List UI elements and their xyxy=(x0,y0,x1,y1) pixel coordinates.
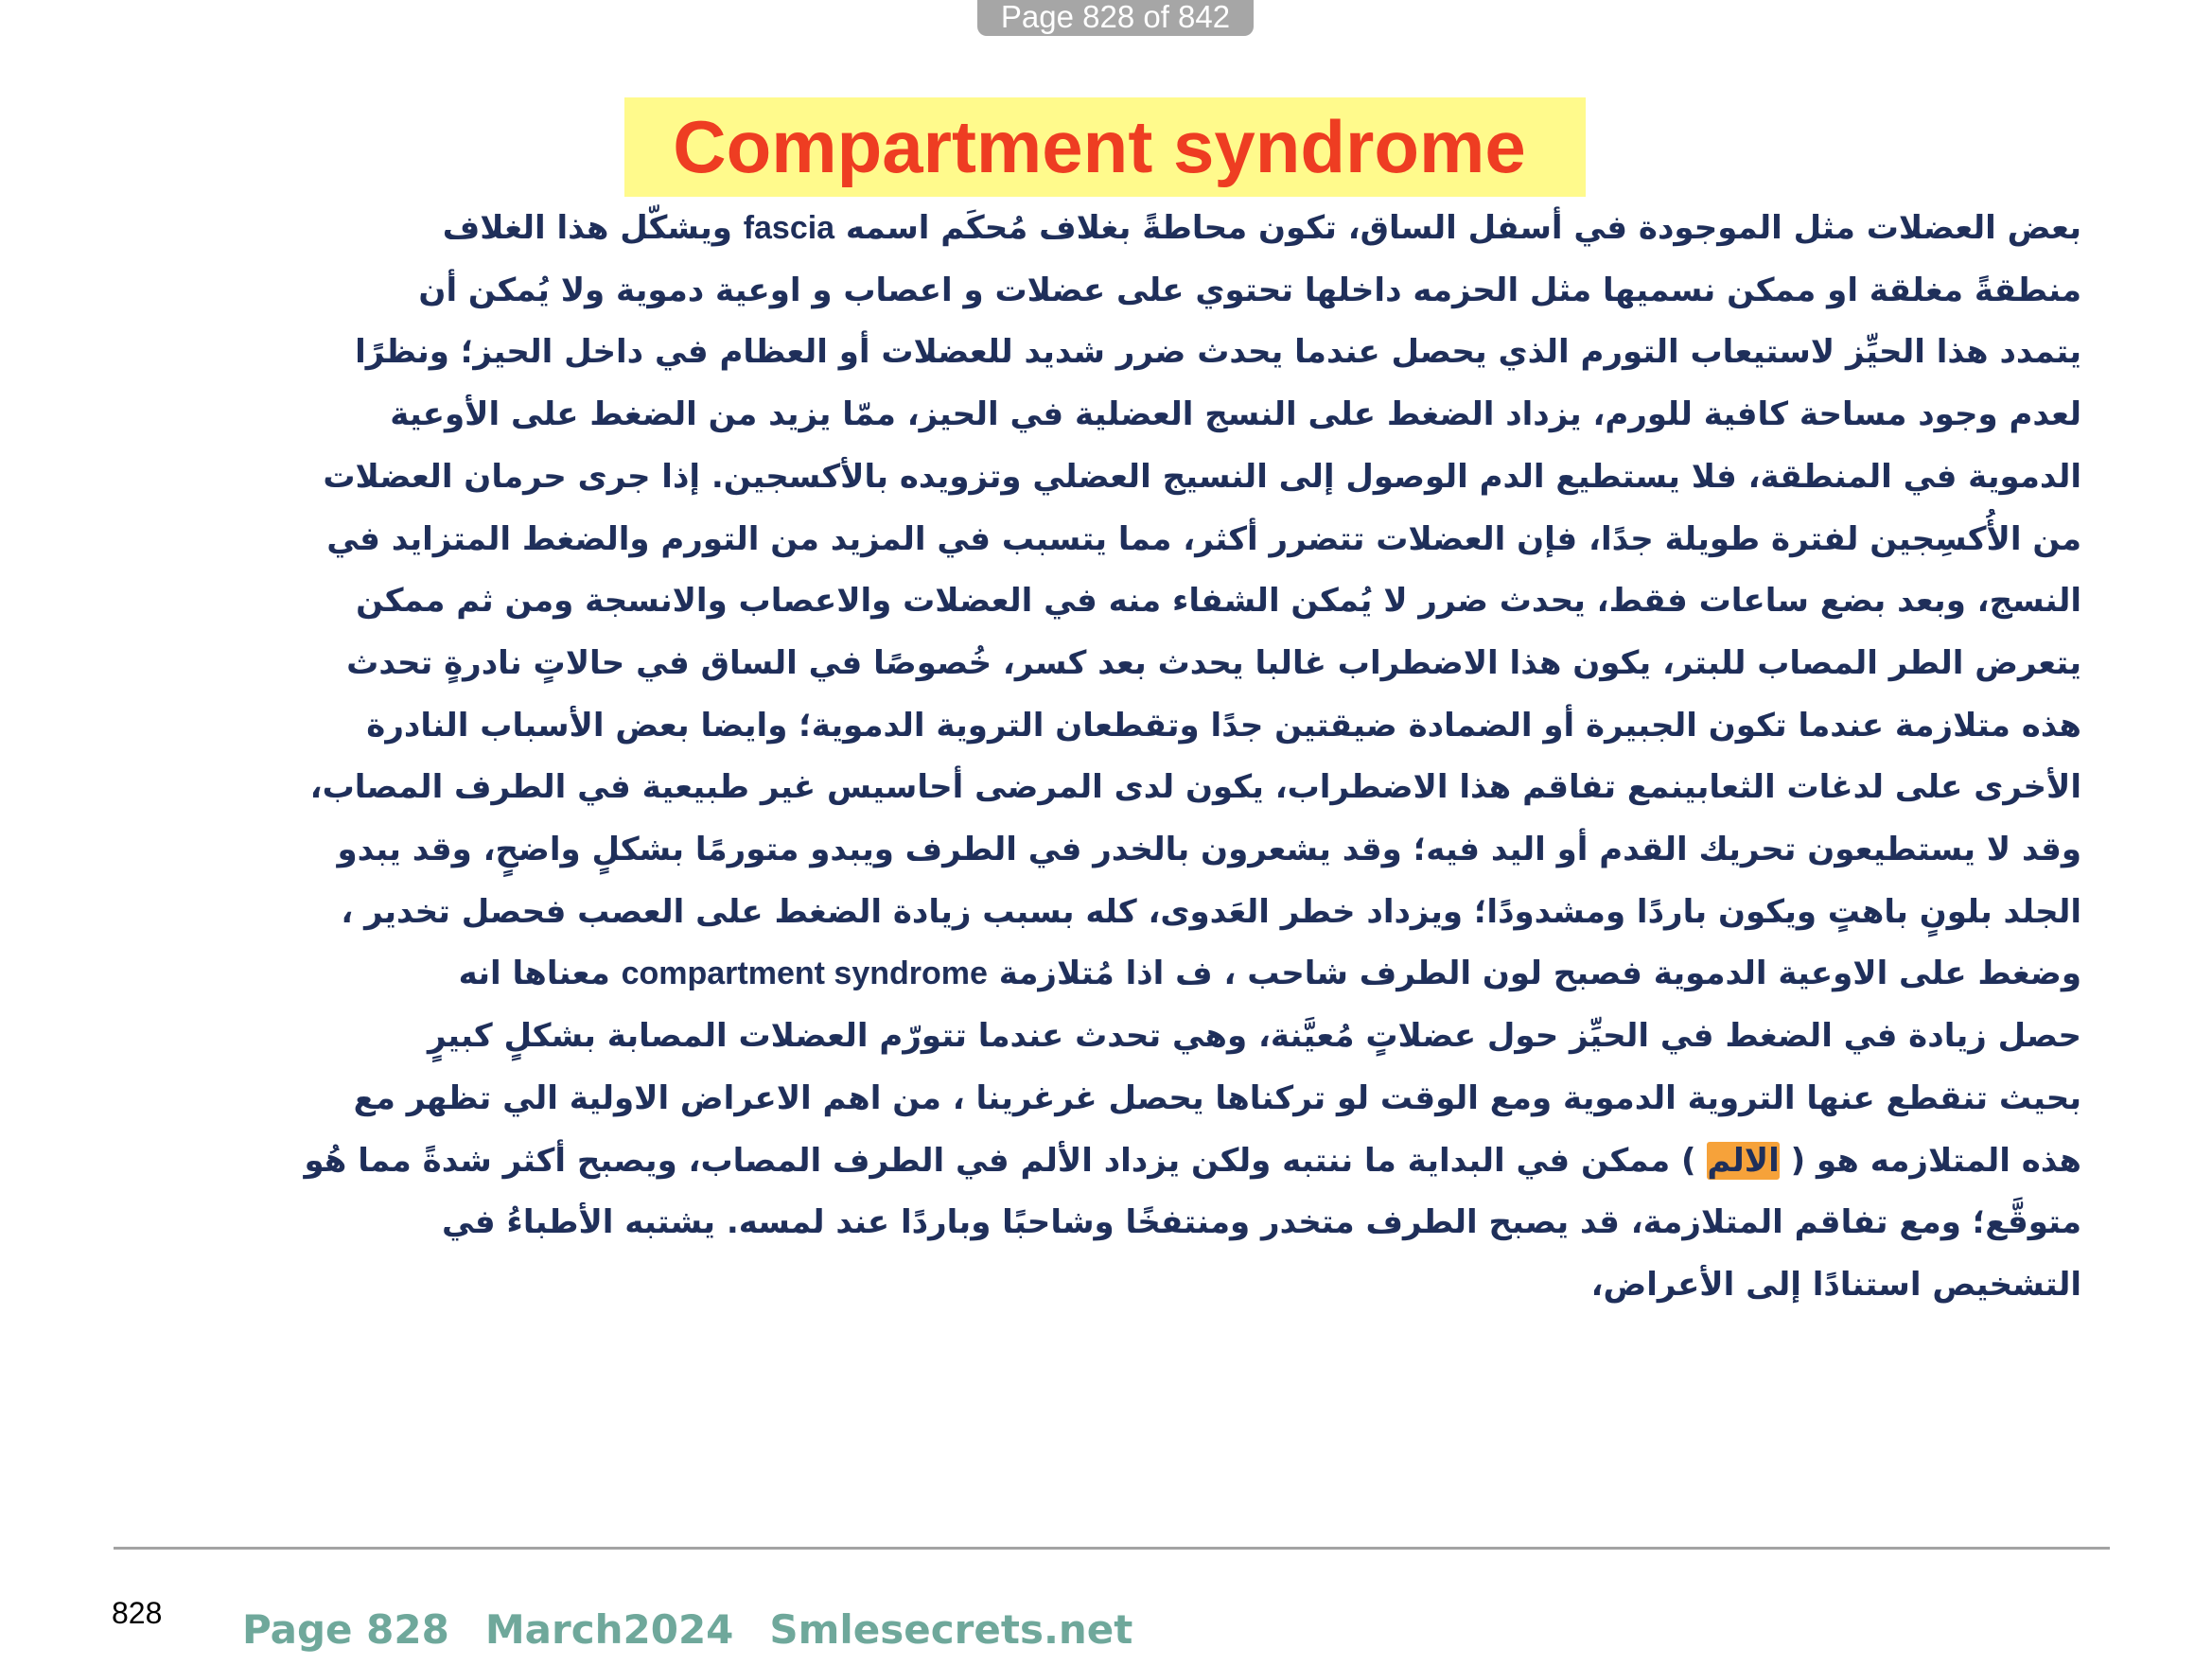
latin-term: compartment syndrome xyxy=(621,955,988,992)
page-number: 828 xyxy=(112,1596,163,1630)
text-line xyxy=(104,570,2081,633)
text-line xyxy=(104,1006,2081,1068)
text-segment: الأخرى على لدغات الثعابينمع تفاقم هذا الاضطراب، يكون لدى المرضى أحاسيس غير طبيعية في الطرف المصاب، xyxy=(309,768,2081,807)
text-segment: هذه المتلازمه هو ( xyxy=(1779,1141,2081,1180)
text-line xyxy=(104,447,2081,509)
text-segment: حصل زيادة في الضغط في الحيِّز حول عضلاتٍ مُعيَّنة، وهي تحدث عندما تتورّم العضلات المصابة بشكلٍ كبيرٍ xyxy=(427,1017,2081,1056)
text-segment: التشخيص استنادًا إلى الأعراض، xyxy=(1590,1265,2081,1304)
text-segment: بحيث تنقطع عنها التروية الدموية ومع الوقت لو تركناها يحصل غرغرينا ، من اهم الاعراض الاولية الي تظهر مع xyxy=(353,1078,2081,1117)
text-line xyxy=(104,1068,2081,1130)
page-title: Compartment syndrome xyxy=(673,105,1526,188)
text-segment: ويشكّل هذا الغلاف xyxy=(442,209,744,247)
latin-term: fascia xyxy=(743,210,835,246)
text-segment: من الأُكسِجين لفترة طويلة جدًا، فإن العضلات تتضرر أكثر، مما يتسبب في المزيد من التورم والضغط المتزايد في xyxy=(326,519,2081,558)
text-segment: وقد لا يستطيعون تحريك القدم أو اليد فيه؛ وقد يشعرون بالخدر في الطرف ويبدو متورمًا بشكلٍ واضحٍ، وقد يبدو xyxy=(337,831,2081,869)
text-line xyxy=(104,943,2081,1006)
text-segment: بعض العضلات مثل الموجودة في أسفل الساق، تكون محاطةً بغلاف مُحكَم اسمه xyxy=(834,209,2081,247)
footer-website: Smlesecrets.net xyxy=(769,1606,1133,1653)
text-segment: لعدم وجود مساحة كافية للورم، يزداد الضغط على النسج العضلية في الحيز، ممّا يزيد من الضغط على الأوعية xyxy=(390,395,2081,434)
text-line xyxy=(104,882,2081,944)
text-line xyxy=(104,509,2081,571)
text-segment: منطقةً مغلقة او ممكن نسميها مثل الحزمه داخلها تحتوي على عضلات و اعصاب و اوعية دموية ولا يُمكن أن xyxy=(418,271,2081,309)
text-line xyxy=(104,1192,2081,1254)
page-indicator: Page 828 of 842 xyxy=(977,0,1254,36)
text-line xyxy=(104,260,2081,323)
highlighted-word: الالم xyxy=(1707,1141,1780,1180)
text-line xyxy=(104,1130,2081,1193)
footer xyxy=(242,1604,1132,1656)
text-line xyxy=(104,1254,2081,1317)
text-segment: هذه متلازمة عندما تكون الجبيرة أو الضمادة ضيقتين جدًا وتقطعان التروية الدموية؛ وايضا بعض الأسباب النادرة xyxy=(366,706,2081,745)
text-line xyxy=(104,384,2081,447)
text-segment: الجلد بلونٍ باهتٍ ويكون باردًا ومشدودًا؛ ويزداد خطر العَدوى، كله بسبب زيادة الضغط على العصب فحصل تخدير ، xyxy=(341,892,2081,931)
footer-divider xyxy=(114,1547,2110,1550)
text-line xyxy=(104,757,2081,819)
text-line xyxy=(104,322,2081,384)
footer-page-label: Page 828 xyxy=(242,1606,449,1653)
text-segment: الدموية في المنطقة، فلا يستطيع الدم الوصول إلى النسيج العضلي وتزويده بالأكسجين. إذا جرى حرمان العضلات xyxy=(323,457,2081,496)
text-segment: متوقَّع؛ ومع تفاقم المتلازمة، قد يصبح الطرف متخدر ومنتفخًا وشاحبًا وباردًا عند لمسه. يشتبه الأطباءُ في xyxy=(441,1203,2081,1242)
text-segment: يتمدد هذا الحيِّز لاستيعاب التورم الذي يحصل عندما يحدث ضرر شديد للعضلات أو العظام في داخل الحيز؛ ونظرًا xyxy=(355,333,2081,372)
text-line xyxy=(104,695,2081,758)
text-line xyxy=(104,633,2081,695)
text-line xyxy=(104,198,2081,260)
text-segment: وضغط على الاوعية الدموية فصبح لون الطرف شاحب ، ف اذا مُتلازمة xyxy=(987,955,2081,993)
text-segment: النسج، وبعد بضع ساعات فقط، يحدث ضرر لا يُمكن الشفاء منه في العضلات والاعصاب والانسجة ومن ثم ممكن xyxy=(356,582,2081,621)
text-segment: ) ممكن في البداية ما ننتبه ولكن يزداد الألم في الطرف المصاب، ويصبح أكثر شدةً مما هُو xyxy=(304,1141,1708,1180)
article-body xyxy=(104,198,2081,1317)
footer-date: March2024 xyxy=(484,1606,734,1653)
text-segment: يتعرض الطر المصاب للبتر، يكون هذا الاضطراب غالبا يحدث بعد كسر، خُصوصًا في الساق في حالاتٍ نادرةٍ تحدث xyxy=(346,643,2081,682)
text-segment: معناها انه xyxy=(458,955,622,993)
text-line xyxy=(104,819,2081,882)
